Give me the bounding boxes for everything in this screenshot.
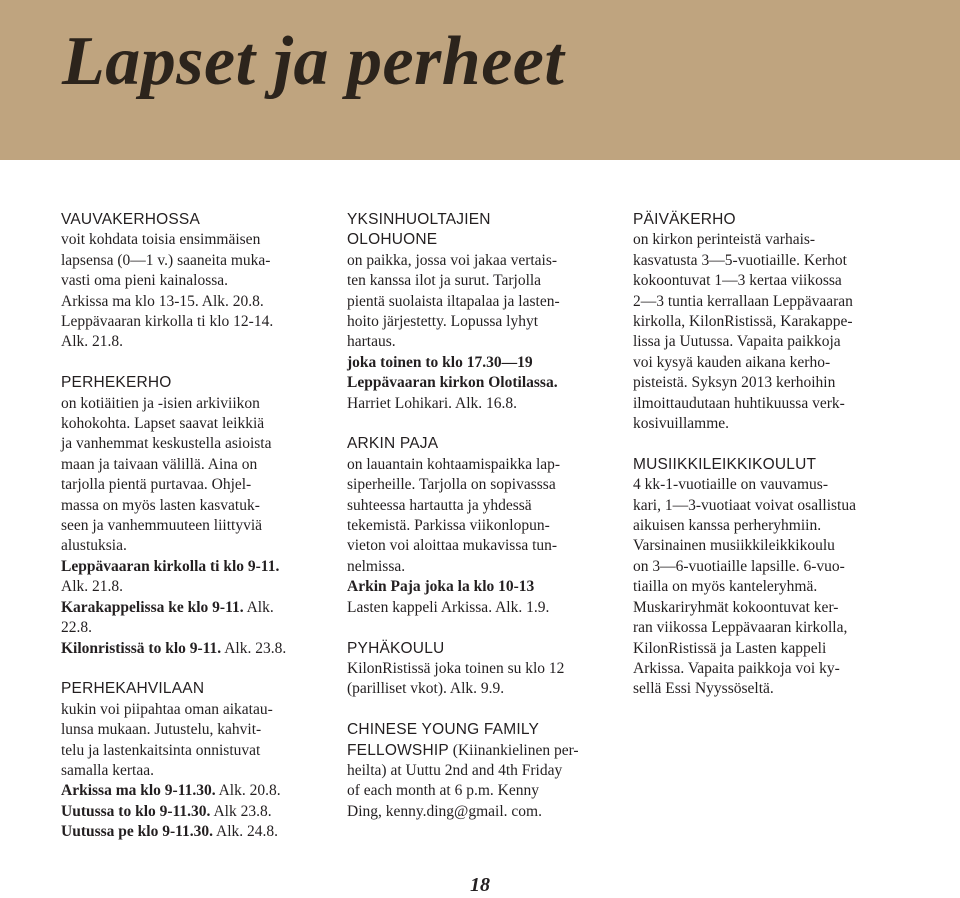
schedule-line bbox=[61, 577, 329, 597]
schedule-normal: Alk. 20.8. bbox=[215, 782, 281, 800]
schedule-line bbox=[347, 373, 615, 393]
schedule-normal: Alk. 24.8. bbox=[213, 823, 279, 841]
schedule-line bbox=[61, 557, 329, 577]
text-line: Alk. 21.8. bbox=[61, 333, 123, 351]
text-line: kukin voi piipahtaa oman aikatau- bbox=[61, 700, 273, 718]
section-perhekerho bbox=[61, 373, 329, 659]
text-line: hartaus. bbox=[347, 333, 396, 351]
page-title: Lapset ja perheet bbox=[62, 23, 565, 100]
schedule-normal: Harriet Lohikari. Alk. 16.8. bbox=[347, 394, 518, 412]
column-right bbox=[633, 210, 901, 720]
schedule-normal: Alk. bbox=[243, 598, 274, 616]
text-line: Ding, kenny.ding@gmail. com. bbox=[347, 802, 542, 820]
text-line: ja vanhemmat keskustella asioista bbox=[61, 435, 272, 453]
text-line: lapsensa (0—1 v.) saaneita muka- bbox=[61, 251, 271, 269]
section-perhekahvila bbox=[61, 679, 329, 842]
text-line: heilta) at Uuttu 2nd and 4th Friday bbox=[347, 761, 563, 779]
text-line: pientä suolaista iltapalaa ja lasten- bbox=[347, 292, 560, 310]
text-line: kirkolla, KilonRistissä, Karakappe- bbox=[633, 313, 853, 331]
section-heading: PERHEKERHO bbox=[61, 374, 172, 392]
section-heading: MUSIIKKILEIKKIKOULUT bbox=[633, 455, 817, 473]
schedule-line bbox=[61, 598, 329, 618]
text-line: alustuksia. bbox=[61, 537, 127, 555]
column-middle bbox=[347, 210, 615, 843]
text-line: Leppävaaran kirkolla ti klo 12-14. bbox=[61, 313, 274, 331]
schedule-bold: Karakappelissa ke klo 9-11. bbox=[61, 598, 244, 616]
schedule-bold: Arkin Paja joka la klo 10-13 bbox=[347, 578, 535, 596]
schedule-line bbox=[61, 822, 329, 842]
text-line: seen ja vanhemmuuteen liittyviä bbox=[61, 517, 263, 535]
schedule-line bbox=[61, 639, 329, 659]
text-line: on 3—6-vuotiaille lapsille. 6-vuo- bbox=[633, 557, 845, 575]
schedule-line bbox=[347, 394, 615, 414]
schedule-normal: Alk. 21.8. bbox=[61, 578, 123, 596]
text-line: samalla kertaa. bbox=[61, 761, 154, 779]
schedule-bold: Uutussa to klo 9-11.30. bbox=[61, 802, 211, 820]
section-heading: CHINESE YOUNG FAMILY bbox=[347, 721, 540, 739]
schedule-normal: Alk. 23.8. bbox=[221, 639, 287, 657]
header-banner bbox=[0, 0, 960, 160]
text-line: KilonRistissä ja Lasten kappeli bbox=[633, 639, 827, 657]
schedule-line bbox=[347, 353, 615, 373]
text-line: on kirkon perinteistä varhais- bbox=[633, 231, 816, 249]
section-paivakerho bbox=[633, 210, 901, 434]
text-line: (parilliset vkot). Alk. 9.9. bbox=[347, 680, 505, 698]
schedule-bold: joka toinen to klo 17.30—19 bbox=[347, 353, 533, 371]
text-line: kari, 1—3-vuotiaat voivat osallistua bbox=[633, 496, 856, 514]
text-line: KilonRistissä joka toinen su klo 12 bbox=[347, 659, 565, 677]
section-heading-inline: FELLOWSHIP bbox=[347, 741, 449, 759]
text-line: kosivuillamme. bbox=[633, 415, 730, 433]
text-line: kasvatusta 3—5-vuotiaille. Kerhot bbox=[633, 251, 847, 269]
text-inline: (Kiinankielinen per- bbox=[448, 741, 579, 759]
text-line: sellä Essi Nyyssöseltä. bbox=[633, 680, 774, 698]
text-line: on paikka, jossa voi jakaa vertais- bbox=[347, 251, 558, 269]
text-line bbox=[347, 741, 615, 761]
section-arkin-paja bbox=[347, 434, 615, 618]
schedule-normal: 22.8. bbox=[61, 619, 92, 637]
text-line: ilmoittaudutaan huhtikuussa verk- bbox=[633, 394, 845, 412]
section-heading: YKSINHUOLTAJIEN bbox=[347, 211, 491, 228]
text-line: nelmissa. bbox=[347, 557, 406, 575]
section-heading: PERHEKAHVILAAN bbox=[61, 680, 205, 698]
text-line: vasti oma pieni kainalossa. bbox=[61, 272, 229, 290]
text-line: lissa ja Uutussa. Vapaita paikkoja bbox=[633, 333, 841, 351]
schedule-bold: Arkissa ma klo 9-11.30. bbox=[61, 782, 216, 800]
text-line: kokoontuvat 1—3 kertaa viikossa bbox=[633, 272, 842, 290]
text-line: Muskariryhmät kokoontuvat ker- bbox=[633, 598, 839, 616]
text-line: voi kysyä kauden aikana kerho- bbox=[633, 353, 831, 371]
text-line: siperheille. Tarjolla on sopivasssa bbox=[347, 476, 556, 494]
schedule-normal: Lasten kappeli Arkissa. Alk. 1.9. bbox=[347, 598, 550, 616]
schedule-line bbox=[61, 618, 329, 638]
text-line: telu ja lastenkaitsinta onnistuvat bbox=[61, 741, 261, 759]
text-line: vieton voi aloittaa mukavissa tun- bbox=[347, 537, 558, 555]
text-line: 4 kk-1-vuotiaille on vauvamus- bbox=[633, 476, 828, 494]
text-line: on lauantain kohtaamispaikka lap- bbox=[347, 455, 561, 473]
text-line: Arkissa ma klo 13-15. Alk. 20.8. bbox=[61, 292, 264, 310]
text-line: lunsa mukaan. Jutustelu, kahvit- bbox=[61, 721, 262, 739]
text-line: ten kanssa ilot ja surut. Tarjolla bbox=[347, 272, 542, 290]
schedule-line bbox=[61, 802, 329, 822]
text-line: maan ja taivaan välillä. Aina on bbox=[61, 455, 258, 473]
page-number: 18 bbox=[470, 874, 490, 896]
section-vauvakerho bbox=[61, 210, 329, 353]
text-line: kohokohta. Lapset saavat leikkiä bbox=[61, 415, 265, 433]
text-line: hoito järjestetty. Lopussa lyhyt bbox=[347, 313, 538, 331]
text-line: voit kohdata toisia ensimmäisen bbox=[61, 231, 261, 249]
schedule-bold: Leppävaaran kirkolla ti klo 9-11. bbox=[61, 557, 280, 575]
text-line: massa on myös lasten kasvatuk- bbox=[61, 496, 260, 514]
text-line: pisteistä. Syksyn 2013 kerhoihin bbox=[633, 374, 836, 392]
schedule-line bbox=[61, 781, 329, 801]
text-line: on kotiäitien ja -isien arkiviikon bbox=[61, 394, 260, 412]
text-line: tarjolla pientä purtavaa. Ohjel- bbox=[61, 476, 252, 494]
section-heading: VAUVAKERHOSSA bbox=[61, 211, 200, 228]
schedule-bold: Leppävaaran kirkon Olotilassa. bbox=[347, 374, 558, 392]
text-line: tekemistä. Parkissa viikonlopun- bbox=[347, 517, 550, 535]
section-chinese-fellowship bbox=[347, 720, 615, 822]
text-line: aikuisen kanssa perheryhmiin. bbox=[633, 517, 822, 535]
text-line: Arkissa. Vapaita paikkoja voi ky- bbox=[633, 659, 840, 677]
section-heading: OLOHUONE bbox=[347, 231, 438, 249]
section-pyhakoulu bbox=[347, 639, 615, 700]
schedule-bold: Uutussa pe klo 9-11.30. bbox=[61, 823, 214, 841]
schedule-line bbox=[347, 577, 615, 597]
text-line: suhteessa hartautta ja yhdessä bbox=[347, 496, 532, 514]
schedule-normal: Alk 23.8. bbox=[210, 802, 272, 820]
section-heading: ARKIN PAJA bbox=[347, 435, 439, 453]
section-yksinhuoltajien-olohuone bbox=[347, 210, 615, 414]
section-heading: PÄIVÄKERHO bbox=[633, 211, 736, 228]
text-line: ran viikossa Leppävaaran kirkolla, bbox=[633, 619, 848, 637]
section-heading: PYHÄKOULU bbox=[347, 639, 445, 657]
schedule-bold: Kilonristissä to klo 9-11. bbox=[61, 639, 222, 657]
text-line: Varsinainen musiikkileikkikoulu bbox=[633, 537, 835, 555]
section-musiikkileikkikoulut bbox=[633, 455, 901, 700]
text-line: of each month at 6 p.m. Kenny bbox=[347, 782, 539, 800]
column-left bbox=[61, 210, 329, 863]
text-line: 2—3 tuntia kerrallaan Leppävaaran bbox=[633, 292, 853, 310]
schedule-line bbox=[347, 598, 615, 618]
text-line: tiailla on myös kanteleryhmä. bbox=[633, 578, 818, 596]
